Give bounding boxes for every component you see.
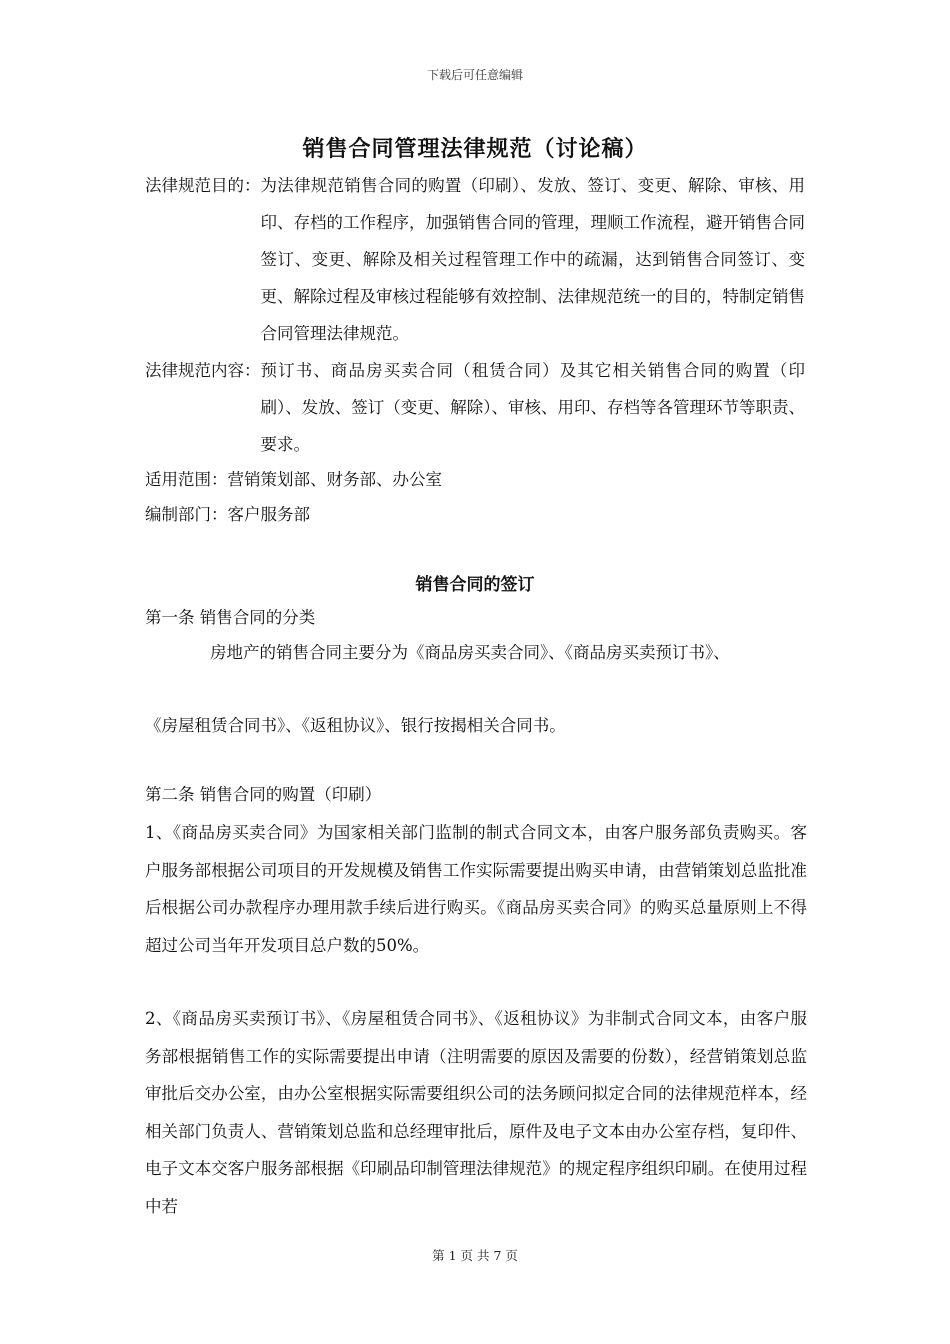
content-label: 法律规范内容： [145,361,261,380]
header-note: 下载后可任意编辑 [426,68,523,82]
article-1 [145,600,805,635]
article-2-heading: 第二条 销售合同的购置（印刷） [145,785,382,804]
dept-line: 编制部门：客户服务部 [145,505,310,524]
scope-block [145,462,805,532]
purpose-block [145,167,805,352]
purpose-text: 为法律规范销售合同的购置（印刷）、发放、签订、变更、解除、审核、用印、存档的工作程序，加强销售合同的管理，理顺工作流程，避开销售合同签订、变更、解除及相关过程管理工作中的疏漏，达到销售合同签订、变更、解除过程及审核过程能够有效控制、法律规范统一的目的，特制定销售合同管理法律规范。 [260,176,805,343]
article-1-body: 房地产的销售合同主要分为《商品房买卖合同》、《商品房买卖预订书》、 [210,643,730,662]
article-2-item-2: 2、《商品房买卖预订书》、《房屋租赁合同书》、《返租协议》为非制式合同文本，由客户服务部根据销售工作的实际需要提出申请（注明需要的原因及需要的份数），经营销策划总监审批后交办公室，由办公室根据实际需要组织公司的法务顾问拟定合同的法律规范样本，经相关部门负责人、营销策划总监和总经理审批后，原件及电子文本由办公室存档，复印件、电子文本交客户服务部根据《印刷品印制管理法律规范》的规定程序组织印刷。在使用过程中若 [145,1009,807,1216]
section-title: 销售合同的签订 [415,575,535,595]
page-footer: 第 1 页 共 7 页 [432,1248,518,1263]
purpose-label: 法律规范目的： [145,176,261,195]
scope-line: 适用范围：营销策划部、财务部、办公室 [145,470,442,489]
content-text: 预订书、商品房买卖合同（租赁合同）及其它相关销售合同的购置（印刷）、发放、签订（变更、解除）、审核、用印、存档等各管理环节等职责、要求。 [260,361,805,454]
article-1-continuation: 《房屋租赁合同书》、《返租协议》、银行按揭相关合同书。 [145,716,566,735]
content-block [145,352,805,463]
page-title: 销售合同管理法律规范（讨论稿） [302,136,648,162]
article-2-item-1: 1、《商品房买卖合同》为国家相关部门监制的制式合同文本，由客户服务部负责购买。客户服务部根据公司项目的开发规模及销售工作实际需要提出购买申请，由营销策划总监批准后根据公司办款程序办理用款手续后进行购买。《商品房买卖合同》的购买总量原则上不得超过公司当年开发项目总户数的50%。 [145,823,807,955]
article-1-heading: 第一条 销售合同的分类 [145,608,316,627]
